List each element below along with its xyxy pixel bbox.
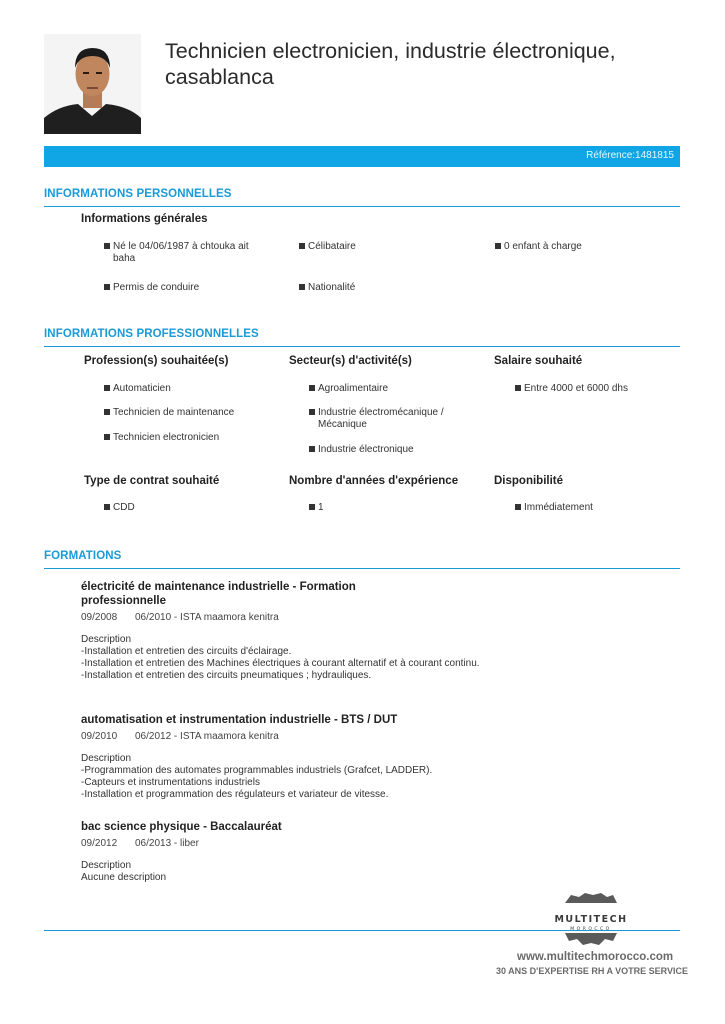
formation-start-date: 09/2008 [81,612,118,623]
section-divider [44,206,680,207]
info-item-children: 0 enfant à charge [495,241,582,253]
profession-item: Technicien de maintenance [104,407,234,419]
profession-item: Technicien electronicien [104,432,219,444]
bullet-icon [104,385,110,391]
formation-end-school: 06/2010 - ISTA maamora kenitra [135,612,279,623]
salary-item: Entre 4000 et 6000 dhs [515,383,628,395]
reference-number: Référence:1481815 [586,150,674,161]
bullet-icon [309,446,315,452]
bullet-icon [104,284,110,290]
description-label: Description [81,753,132,764]
info-item-nationality: Nationalité [299,282,355,294]
experience-item: 1 [309,502,324,514]
logo-text: MULTITECH [554,914,628,925]
description-line: -Programmation des automates programmables industriels (Grafcet, LADDER). [81,765,433,776]
website-link[interactable]: www.multitechmorocco.com [517,951,674,963]
formation-start-date: 09/2010 [81,731,118,742]
formation-end-school: 06/2013 - liber [135,838,199,849]
profession-title: Profession(s) souhaitée(s) [84,355,229,367]
contract-item: CDD [104,502,135,514]
sector-title: Secteur(s) d'activité(s) [289,355,412,367]
bullet-icon [104,434,110,440]
formation-start-date: 09/2012 [81,838,118,849]
multitech-logo [545,891,635,947]
profile-photo [44,34,141,134]
bullet-icon [104,504,110,510]
bullet-icon [309,504,315,510]
bullet-icon [309,409,315,415]
salary-title: Salaire souhaité [494,355,583,367]
footer-slogan: 30 ANS D'EXPERTISE RH A VOTRE SERVICE [496,966,689,976]
availability-title: Disponibilité [494,475,563,487]
section-title-personal: INFORMATIONS PERSONNELLES [44,188,232,200]
sector-item: Industrie électronique [309,444,414,456]
availability-item: Immédiatement [515,502,593,514]
formation-end-school: 06/2012 - ISTA maamora kenitra [135,731,279,742]
bullet-icon [515,504,521,510]
formation-title: bac science physique - Baccalauréat [81,821,282,833]
bullet-icon [495,243,501,249]
profession-item: Automaticien [104,383,171,395]
formation-title: automatisation et instrumentation industrielle - BTS / DUT [81,714,398,726]
bullet-icon [515,385,521,391]
bullet-icon [104,243,110,249]
bullet-icon [309,385,315,391]
formation-description [81,634,501,682]
info-item-marital: Célibataire [299,241,356,253]
reference-bar [44,146,680,167]
section-title-formations: FORMATIONS [44,550,122,562]
description-line: Aucune description [81,872,167,883]
formation-description [81,753,501,801]
description-line: -Installation et entretien des Machines électriques à courant alternatif et à courant continu. [81,658,480,669]
contract-title: Type de contrat souhaité [84,475,220,487]
description-label: Description [81,860,132,871]
page-title: Technicien electronicien, industrie électronique, casablanca [165,39,616,89]
general-info-title: Informations générales [81,213,208,225]
bullet-icon [104,409,110,415]
formation-description [81,860,501,884]
description-line: -Installation et entretien des circuits d'éclairage. [81,646,292,657]
logo-subtext: MOROCCO [570,927,612,932]
bullet-icon [299,284,305,290]
description-line: -Installation et programmation des régulateurs et variateur de vitesse. [81,789,389,800]
section-divider [44,568,680,569]
section-divider [44,346,680,347]
section-title-professional: INFORMATIONS PROFESSIONNELLES [44,328,259,340]
sector-item: Agroalimentaire [309,383,388,395]
experience-title: Nombre d'années d'expérience [289,475,459,487]
description-line: -Installation et entretien des circuits pneumatiques ; hydrauliques. [81,670,372,681]
info-item-birth: Né le 04/06/1987 à chtouka ait baha [104,241,276,265]
info-item-license: Permis de conduire [104,282,199,294]
sector-item: Industrie électromécanique / Mécanique [309,407,474,431]
description-label: Description [81,634,132,645]
formation-title: électricité de maintenance industrielle - Formation professionnelle [81,581,356,607]
description-line: -Capteurs et instrumentations industriels [81,777,260,788]
bullet-icon [299,243,305,249]
